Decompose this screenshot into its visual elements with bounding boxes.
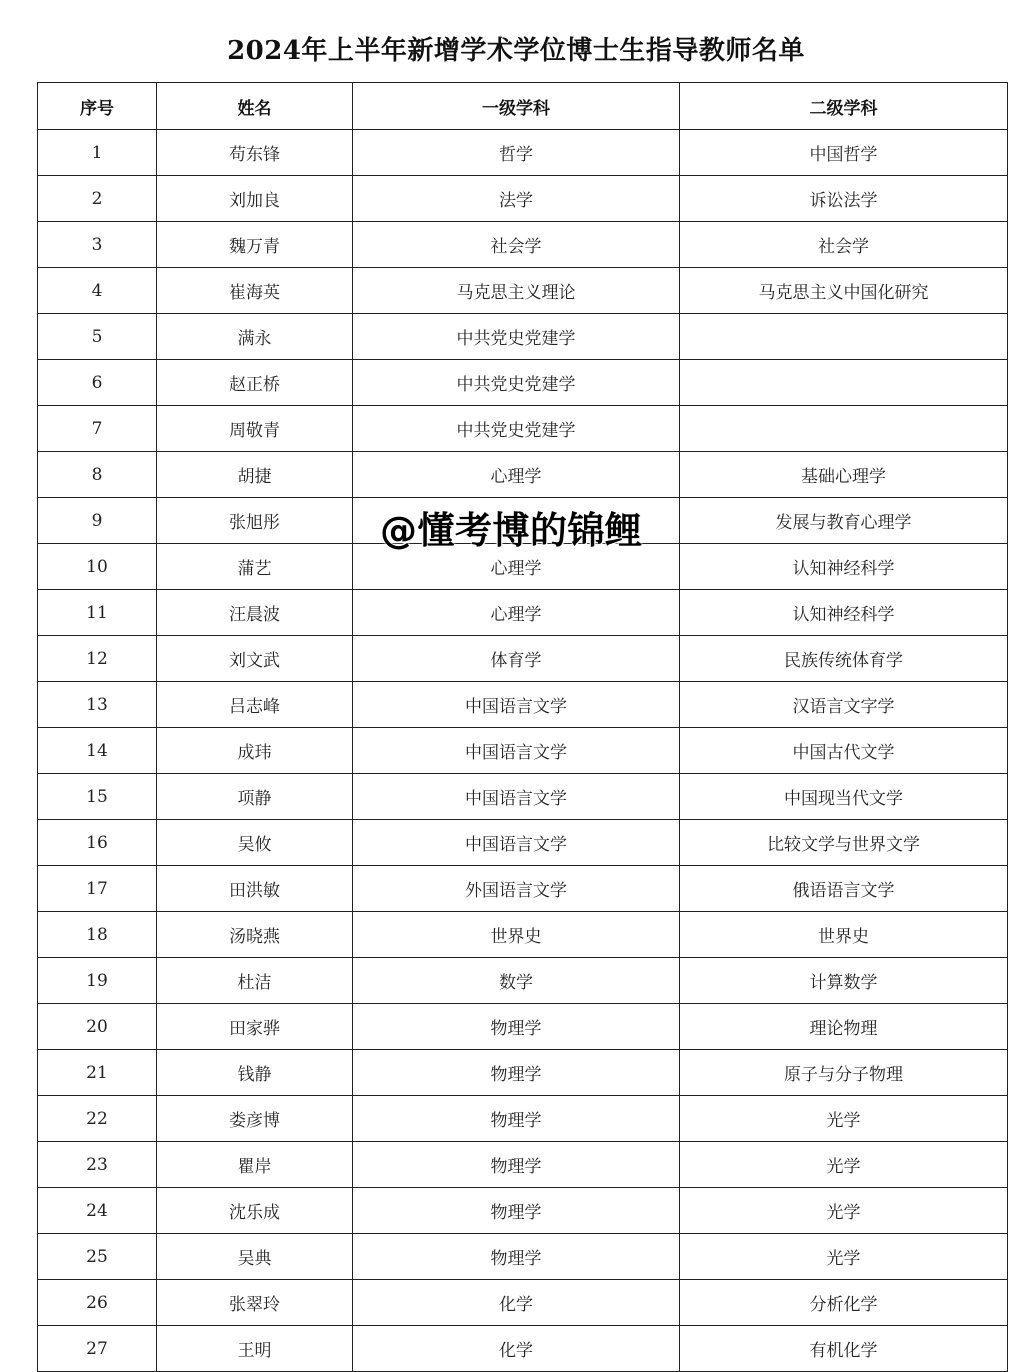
cell-secondary-discipline: 理论物理: [680, 1004, 1008, 1050]
cell-secondary-discipline: 分析化学: [680, 1280, 1008, 1326]
table-row: [38, 636, 1008, 682]
cell-secondary-discipline: 有机化学: [680, 1326, 1008, 1372]
advisor-table: [37, 82, 1008, 1372]
table-row: [38, 360, 1008, 406]
cell-index: 15: [38, 774, 157, 820]
cell-primary-discipline: 心理学: [353, 452, 680, 498]
cell-primary-discipline: 中共党史党建学: [353, 406, 680, 452]
cell-primary-discipline: 化学: [353, 1326, 680, 1372]
cell-primary-discipline: 体育学: [353, 636, 680, 682]
cell-index: 16: [38, 820, 157, 866]
table-row: [38, 1142, 1008, 1188]
cell-index: 3: [38, 222, 157, 268]
cell-primary-discipline: 世界史: [353, 912, 680, 958]
cell-index: 1: [38, 130, 157, 176]
cell-name: 胡捷: [157, 452, 353, 498]
cell-primary-discipline: 法学: [353, 176, 680, 222]
cell-index: 21: [38, 1050, 157, 1096]
table-row: [38, 406, 1008, 452]
table-row: [38, 130, 1008, 176]
cell-name: 张翠玲: [157, 1280, 353, 1326]
cell-name: 赵正桥: [157, 360, 353, 406]
cell-index: 6: [38, 360, 157, 406]
table-row: [38, 452, 1008, 498]
cell-name: 汤晓燕: [157, 912, 353, 958]
cell-primary-discipline: 外国语言文学: [353, 866, 680, 912]
cell-primary-discipline: 物理学: [353, 1188, 680, 1234]
table-row: [38, 1326, 1008, 1372]
cell-index: 2: [38, 176, 157, 222]
table-row: [38, 682, 1008, 728]
cell-secondary-discipline: 中国古代文学: [680, 728, 1008, 774]
table-row: [38, 176, 1008, 222]
cell-index: 18: [38, 912, 157, 958]
cell-primary-discipline: 物理学: [353, 1050, 680, 1096]
header-secondary-discipline: 二级学科: [680, 83, 1008, 130]
watermark: @懂考博的锦鲤: [380, 509, 643, 552]
table-row: [38, 1188, 1008, 1234]
cell-primary-discipline: 心理学: [353, 544, 680, 590]
cell-secondary-discipline: 计算数学: [680, 958, 1008, 1004]
table-row: [38, 314, 1008, 360]
cell-secondary-discipline: 汉语言文字学: [680, 682, 1008, 728]
cell-primary-discipline: 化学: [353, 1280, 680, 1326]
page-title: 2024年上半年新增学术学位博士生指导教师名单: [227, 36, 805, 66]
cell-primary-discipline: 社会学: [353, 222, 680, 268]
cell-secondary-discipline: 光学: [680, 1188, 1008, 1234]
cell-primary-discipline: 马克思主义理论: [353, 268, 680, 314]
cell-primary-discipline: 中国语言文学: [353, 774, 680, 820]
cell-name: 田洪敏: [157, 866, 353, 912]
cell-primary-discipline: 中共党史党建学: [353, 314, 680, 360]
cell-index: 7: [38, 406, 157, 452]
cell-primary-discipline: 物理学: [353, 1096, 680, 1142]
cell-name: 钱静: [157, 1050, 353, 1096]
cell-index: 27: [38, 1326, 157, 1372]
table-row: [38, 590, 1008, 636]
cell-primary-discipline: 物理学: [353, 1142, 680, 1188]
cell-name: 王明: [157, 1326, 353, 1372]
cell-name: 吴攸: [157, 820, 353, 866]
table-row: [38, 912, 1008, 958]
cell-secondary-discipline: 社会学: [680, 222, 1008, 268]
table-row: [38, 1050, 1008, 1096]
cell-secondary-discipline: 马克思主义中国化研究: [680, 268, 1008, 314]
cell-index: 25: [38, 1234, 157, 1280]
cell-secondary-discipline: 光学: [680, 1234, 1008, 1280]
cell-name: 成玮: [157, 728, 353, 774]
cell-name: 娄彦博: [157, 1096, 353, 1142]
cell-name: 魏万青: [157, 222, 353, 268]
cell-index: 9: [38, 498, 157, 544]
cell-name: 蒲艺: [157, 544, 353, 590]
cell-primary-discipline: 物理学: [353, 1234, 680, 1280]
cell-name: 崔海英: [157, 268, 353, 314]
cell-index: 11: [38, 590, 157, 636]
cell-name: 汪晨波: [157, 590, 353, 636]
cell-name: 田家骅: [157, 1004, 353, 1050]
cell-secondary-discipline: 发展与教育心理学: [680, 498, 1008, 544]
cell-name: 沈乐成: [157, 1188, 353, 1234]
header-name: 姓名: [157, 83, 353, 130]
cell-name: 刘加良: [157, 176, 353, 222]
cell-index: 24: [38, 1188, 157, 1234]
table-row: [38, 958, 1008, 1004]
cell-name: 杜洁: [157, 958, 353, 1004]
cell-index: 26: [38, 1280, 157, 1326]
cell-index: 10: [38, 544, 157, 590]
cell-name: 吕志峰: [157, 682, 353, 728]
cell-secondary-discipline: 诉讼法学: [680, 176, 1008, 222]
cell-primary-discipline: 中国语言文学: [353, 682, 680, 728]
table-row: [38, 866, 1008, 912]
table-row: [38, 1004, 1008, 1050]
cell-primary-discipline: 物理学: [353, 1004, 680, 1050]
cell-secondary-discipline: [680, 360, 1008, 406]
cell-secondary-discipline: 中国哲学: [680, 130, 1008, 176]
cell-secondary-discipline: 俄语语言文学: [680, 866, 1008, 912]
cell-name: 张旭彤: [157, 498, 353, 544]
cell-secondary-discipline: 认知神经科学: [680, 590, 1008, 636]
table-row: [38, 1280, 1008, 1326]
cell-index: 19: [38, 958, 157, 1004]
cell-name: 满永: [157, 314, 353, 360]
cell-secondary-discipline: 光学: [680, 1096, 1008, 1142]
cell-primary-discipline: 心理学: [353, 590, 680, 636]
cell-index: 12: [38, 636, 157, 682]
cell-name: 周敬青: [157, 406, 353, 452]
table-row: [38, 774, 1008, 820]
cell-secondary-discipline: 民族传统体育学: [680, 636, 1008, 682]
table-row: [38, 728, 1008, 774]
cell-secondary-discipline: 世界史: [680, 912, 1008, 958]
cell-name: 苟东锋: [157, 130, 353, 176]
cell-secondary-discipline: 比较文学与世界文学: [680, 820, 1008, 866]
cell-secondary-discipline: 中国现当代文学: [680, 774, 1008, 820]
cell-index: 23: [38, 1142, 157, 1188]
cell-index: 5: [38, 314, 157, 360]
table-row: [38, 1234, 1008, 1280]
cell-index: 22: [38, 1096, 157, 1142]
cell-secondary-discipline: 基础心理学: [680, 452, 1008, 498]
cell-secondary-discipline: 认知神经科学: [680, 544, 1008, 590]
cell-index: 4: [38, 268, 157, 314]
cell-name: 瞿岸: [157, 1142, 353, 1188]
cell-secondary-discipline: 光学: [680, 1142, 1008, 1188]
table-row: [38, 1096, 1008, 1142]
table-header-row: [38, 83, 1008, 130]
cell-secondary-discipline: [680, 314, 1008, 360]
table-row: [38, 222, 1008, 268]
cell-index: 13: [38, 682, 157, 728]
cell-index: 14: [38, 728, 157, 774]
cell-name: 吴典: [157, 1234, 353, 1280]
cell-index: 8: [38, 452, 157, 498]
header-index: 序号: [38, 83, 157, 130]
cell-secondary-discipline: [680, 406, 1008, 452]
cell-primary-discipline: 中国语言文学: [353, 728, 680, 774]
cell-name: 项静: [157, 774, 353, 820]
cell-name: 刘文武: [157, 636, 353, 682]
table-row: [38, 268, 1008, 314]
cell-index: 20: [38, 1004, 157, 1050]
header-primary-discipline: 一级学科: [353, 83, 680, 130]
table-row: [38, 820, 1008, 866]
cell-primary-discipline: 哲学: [353, 130, 680, 176]
cell-secondary-discipline: 原子与分子物理: [680, 1050, 1008, 1096]
cell-index: 17: [38, 866, 157, 912]
cell-primary-discipline: 数学: [353, 958, 680, 1004]
cell-primary-discipline: 中国语言文学: [353, 820, 680, 866]
cell-primary-discipline: 中共党史党建学: [353, 360, 680, 406]
